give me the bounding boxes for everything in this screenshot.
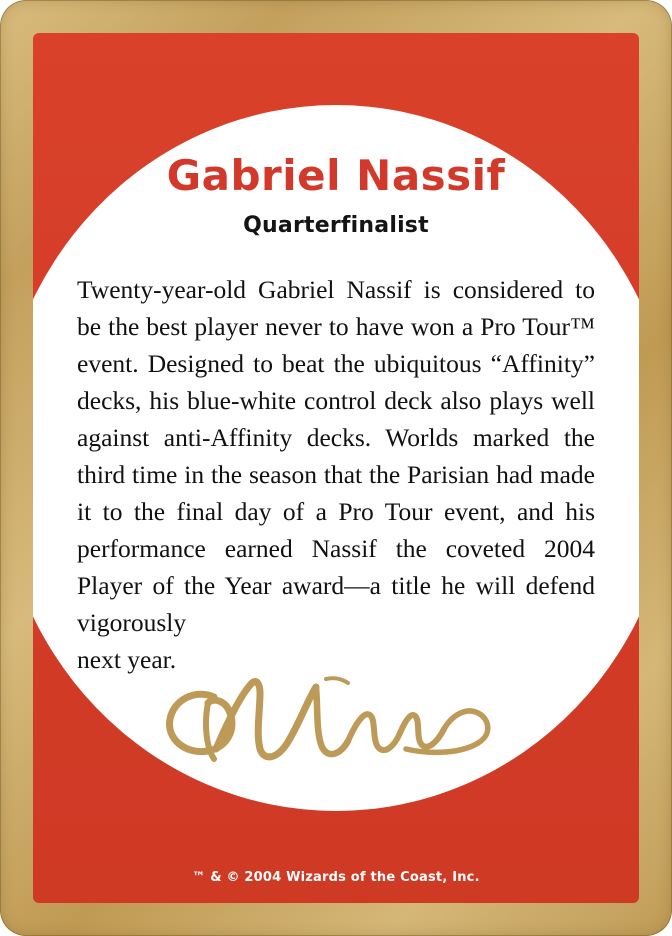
- bio-line: also plays well against anti-Affinity decks.: [77, 386, 596, 452]
- bio-line: earned Nassif the coveted 2004 Player of the: [77, 534, 595, 600]
- bio-line: Worlds marked the third time in the season: [77, 423, 595, 489]
- bio-line: Twenty-year-old Gabriel Nassif is considered: [77, 275, 564, 304]
- signature-gabriel-nassif: [33, 663, 639, 803]
- bio-line: next year.: [77, 645, 177, 674]
- bio-line: “Affinity” decks, his blue-white control deck: [77, 349, 596, 415]
- bio-line: to be the best player never to have won a Pro: [77, 275, 596, 341]
- bio-line: Tour™ event. Designed to beat the ubiquitous: [77, 312, 595, 378]
- player-subtitle: Quarterfinalist: [243, 213, 429, 238]
- bio-line: that the Parisian had made it to the final day: [77, 460, 595, 526]
- bio-line: Year award—a title he will defend vigorously: [77, 571, 595, 637]
- copyright-notice: ™ & © 2004 Wizards of the Coast, Inc.: [192, 870, 480, 885]
- player-bio: [77, 271, 595, 678]
- page-title: Gabriel Nassif: [166, 151, 506, 200]
- card-red-panel: [33, 33, 639, 903]
- card-content: [33, 33, 639, 903]
- bio-line: of a Pro Tour event, and his performance: [77, 497, 595, 563]
